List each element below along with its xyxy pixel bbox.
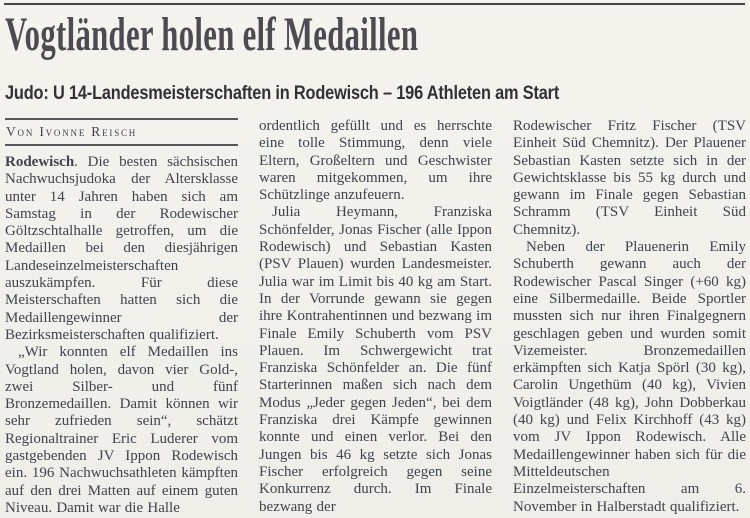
paragraph-2: „Wir konnten elf Medaillen ins Vogtland holen, davon vier Gold-, zwei Silber- und fünf Bronzemedaillen. Damit können wir sehr zufrieden sein“, schätzt Regionaltrainer Eric Luderer vom gastgebenden JV Ippon Rodewisch ein. 196 Nachwuchsathleten kämpften auf den drei Matten auf einem guten Niveau. Damit war die Halle	[5, 344, 238, 516]
paragraph-1-text: . Die besten sächsischen Nachwuchsjudoka der Altersklasse unter 14 Jahren haben sich am Samstag in der Rodewischer Göltzschtalhalle getroffen, um die Medaillen bei den diesjährigen Landeseinzelmeisterschaften auszukämpfen. Für diese Meisterschaften hatten sich die Medaillengewinner der Bezirksmeisterschaften qualifiziert.	[5, 154, 238, 343]
paragraph-1	[5, 154, 238, 344]
paragraph-4: Neben der Plauenerin Emily Schuberth gewann auch der Rodewischer Pascal Singer (+60 kg) eine Silbermedaille. Beide Sportler mussten sich nur ihren Finalgegnern geschlagen geben und wurden somit Vizemeister. Bronzemedaillen erkämpften sich Katja Spörl (30 kg), Carolin Ungethüm (40 kg), Vivien Voigtländer (48 kg), John Dobberkau (40 kg) und Felix Kirchhoff (43 kg) vom JV Ippon Rodewisch. Alle Medaillengewinner haben sich für die Mitteldeutschen Einzelmeisterschaften am 6. November in Halberstadt qualifiziert.	[513, 239, 746, 515]
article-column-3	[513, 118, 746, 517]
paragraph-3: Julia Heymann, Franziska Schönfelder, Jonas Fischer (alle Ippon Rodewisch) und Sebastian Kasten (PSV Plauen) wurden Landesmeister. Julia war im Limit bis 40 kg am Start. In der Vorrunde gewann sie gegen ihre Kontrahentinnen und bezwang im Finale Emily Schuberth vom PSV Plauen. Im Schwergewicht trat Franziska Schönfelder an. Die fünf Starterinnen maßen sich nach dem Modus „Jeder gegen Jeden“, bei dem Franziska drei Kämpfe gewinnen konnte und einen verlor. Bei den Jungen bis 46 kg setzte sich Jonas Fischer erfolgreich gegen seine Konkurrenz durch. Im Finale bezwang der	[259, 204, 492, 515]
article-column-1	[5, 118, 238, 517]
paragraph-2-continued: ordentlich gefüllt und es herrschte eine tolle Stimmung, denn viele Eltern, Großeltern und Geschwister waren mitgekommen, um ihre Schützlinge anzufeuern.	[259, 118, 492, 204]
subhead: Judo: U 14-Landesmeisterschaften in Rodewisch – 196 Athleten am Start	[5, 83, 560, 104]
byline: Von Ivonne Reisch	[5, 118, 238, 146]
article-body	[5, 118, 746, 517]
dateline: Rodewisch	[5, 154, 75, 170]
paragraph-3-continued: Rodewischer Fritz Fischer (TSV Einheit Süd Chemnitz). Der Plauener Sebastian Kasten setzte sich in der Gewichtsklasse bis 55 kg durch und gewann im Finale gegen Sebastian Schramm (TSV Einheit Süd Chemnitz).	[513, 118, 746, 238]
top-rule	[4, 3, 745, 5]
article-column-2	[259, 118, 492, 517]
headline: Vogtländer holen elf Medaillen	[5, 8, 419, 61]
